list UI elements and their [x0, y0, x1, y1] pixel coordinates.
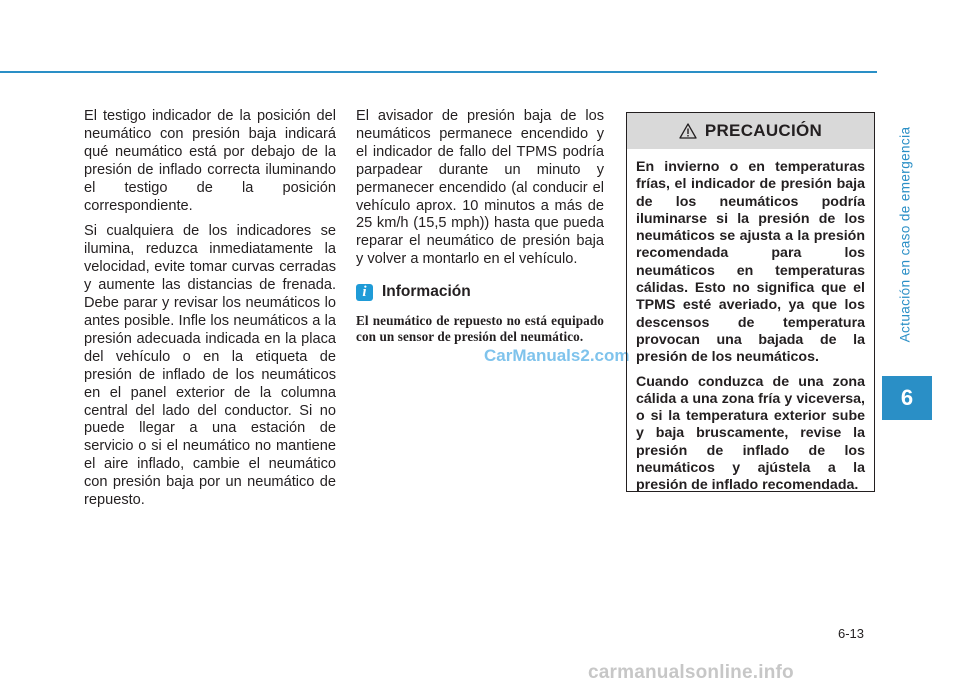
- page-number: 6-13: [838, 626, 865, 641]
- info-text: El neumático de repuesto no está equipado con un sensor de presión del neumático.: [356, 313, 604, 345]
- chapter-side-title: [895, 100, 915, 368]
- chapter-tab: [882, 376, 932, 420]
- header-rule: [0, 71, 877, 73]
- caution-title: PRECAUCIÓN: [704, 121, 823, 140]
- caution-box: [626, 112, 875, 492]
- watermark: CarManuals2.com: [484, 346, 630, 365]
- body-paragraph: El testigo indicador de la posición del neumático con presión baja indicará qué neumático está por debajo de la presión de inflado correcta iluminando el testigo de la posición correspondiente.: [84, 108, 336, 214]
- info-title: Información: [382, 283, 471, 301]
- text-column-middle: [356, 108, 604, 346]
- chapter-number: 6: [900, 385, 914, 410]
- caution-header: [627, 113, 874, 149]
- info-header: [356, 283, 604, 301]
- warning-triangle-icon: [679, 123, 697, 139]
- info-icon: i: [356, 284, 373, 301]
- chapter-side-title-text: Actuación en caso de emergencia: [897, 126, 913, 342]
- caution-paragraph: Cuando conduzca de una zona cálida a una zona fría y viceversa, o si la temperatura exterior sube y baja bruscamente, revise la presión de inflado de los neumáticos y ajústela a la presión de inflado recomendada.: [636, 373, 865, 494]
- body-paragraph: El avisador de presión baja de los neumáticos permanece encendido y el indicador de fallo del TPMS podría parpadear durante un minuto y permanecer encendido (al conducir el vehículo aprox. 10 minutos a más de 25 km/h (15,5 mph)) hasta que pueda reparar el neumático de presión baja y volver a montarlo en el vehículo.: [356, 108, 604, 268]
- text-column-left: [84, 108, 336, 518]
- body-paragraph: Si cualquiera de los indicadores se ilumina, reduzca inmediatamente la velocidad, evite tomar curvas cerradas y aumente las distancias de frenada. Debe parar y revisar los neumáticos lo antes posible. Infle los neumáticos a la presión adecuada indicada en la placa del vehículo o en la etiqueta de presión de inflado de los neumáticos en el panel exterior de la columna central del lado del conductor. Si no puede llegar a una estación de servicio o si el neumático no mantiene el aire inflado, cambie el neumático con presión baja por un neumático de repuesto.: [84, 223, 336, 509]
- caution-body: [627, 149, 874, 495]
- caution-paragraph: En invierno o en temperaturas frías, el indicador de presión baja de los neumáticos podría iluminarse si la presión de los neumáticos se ajusta a la presión recomendada para los neumáticos en temperaturas cálidas. Esto no significa que el TPMS esté averiado, ya que los descensos de temperatura provocan una bajada de la presión de los neumáticos.: [636, 159, 865, 366]
- footer-site-link[interactable]: carmanualsonline.info: [588, 662, 794, 683]
